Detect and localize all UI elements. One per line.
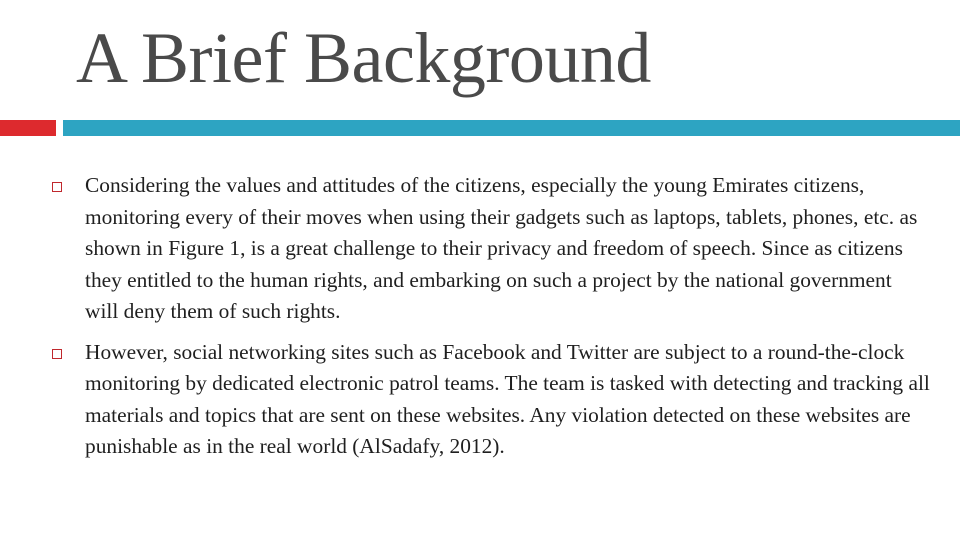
slide-title: A Brief Background xyxy=(76,18,651,98)
title-accent-bar-blue xyxy=(63,120,960,136)
hollow-square-bullet-icon xyxy=(52,349,62,359)
bullet-text: However, social networking sites such as Facebook and Twitter are subject to a round-the-clock monitoring by dedicated electronic patrol teams. The team is tasked with detecting and tracking all materials and topics that are sent on these websites. Any violation detected on these websites are punishable as in the real world (AlSadafy, 2012). xyxy=(85,339,930,458)
bullet-item xyxy=(50,337,930,463)
bullet-text: Considering the values and attitudes of the citizens, especially the young Emirates citizens, monitoring every of their moves when using their gadgets such as laptops, tablets, phones, etc. as shown in Figure 1, is a great challenge to their privacy and freedom of speech. Since as citizens they entitled to the human rights, and embarking on such a project by the national government will deny them of such rights. xyxy=(85,173,918,323)
title-accent-bar-red xyxy=(0,120,56,136)
hollow-square-bullet-icon xyxy=(52,182,62,192)
bullet-item xyxy=(50,170,930,328)
bullet-list xyxy=(50,170,930,472)
